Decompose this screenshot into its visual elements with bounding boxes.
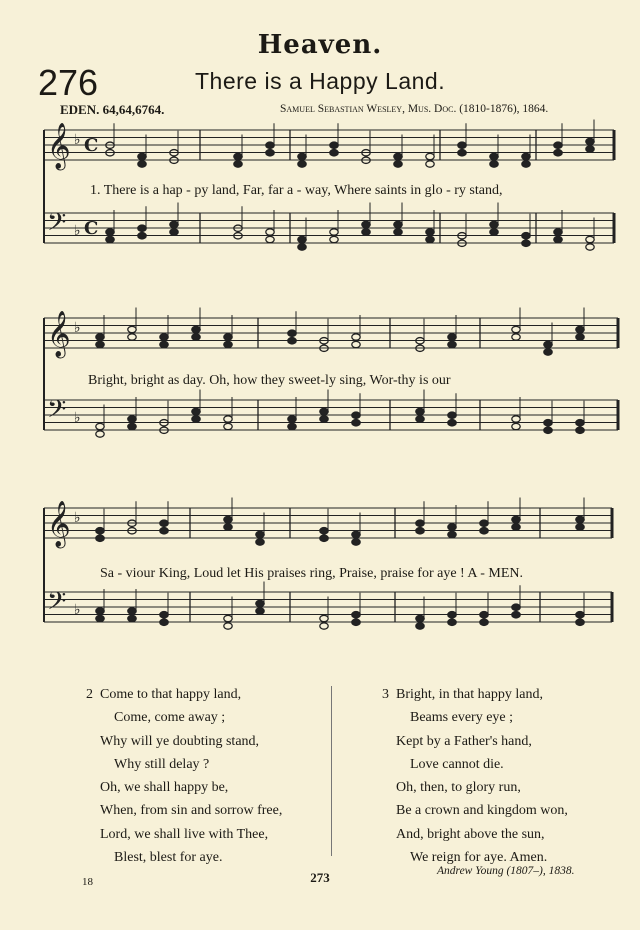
note-head — [586, 244, 594, 250]
time-signature: C — [84, 218, 99, 239]
note-head — [256, 539, 264, 545]
tune-meter: 64,64,6764. — [102, 102, 165, 117]
note-head — [160, 520, 168, 526]
note-head — [448, 334, 456, 340]
note-head — [522, 240, 530, 246]
note-head — [416, 615, 424, 621]
flat-icon: ♭ — [74, 602, 81, 618]
note-head — [394, 161, 402, 167]
verse-line: Oh, we shall happy be, — [100, 780, 229, 796]
time-signature: C — [84, 135, 99, 156]
note-head — [96, 423, 104, 429]
verse-line: Kept by a Father's hand, — [396, 733, 532, 749]
note-head — [512, 326, 520, 332]
note-head — [288, 338, 296, 344]
verse-line: Why will ye doubting stand, — [100, 733, 260, 749]
verse-2 — [86, 683, 282, 869]
note-head — [266, 236, 274, 242]
note-head — [522, 153, 530, 159]
note-head — [192, 408, 200, 414]
note-head — [224, 334, 232, 340]
verse-line: Oh, then, to glory run, — [396, 780, 521, 796]
treble-clef-icon: 𝄞 — [47, 501, 71, 547]
flat-icon: ♭ — [74, 510, 81, 526]
note-head — [512, 423, 520, 429]
note-head — [320, 528, 328, 534]
note-head — [320, 408, 328, 414]
verse-line: And, bright above the sun, — [396, 826, 545, 842]
note-head — [330, 229, 338, 235]
note-head — [128, 423, 136, 429]
note-head — [256, 531, 264, 537]
signature-mark: 18 — [82, 876, 93, 888]
note-head — [106, 236, 114, 242]
note-head — [138, 233, 146, 239]
note-head — [192, 416, 200, 422]
note-head — [138, 153, 146, 159]
note-head — [544, 341, 552, 347]
note-head — [576, 326, 584, 332]
note-head — [554, 236, 562, 242]
note-head — [298, 161, 306, 167]
note-head — [416, 408, 424, 414]
note-head — [330, 142, 338, 148]
note-head — [448, 412, 456, 418]
page-number: 273 — [310, 870, 330, 885]
note-head — [416, 416, 424, 422]
flat-icon: ♭ — [74, 132, 81, 148]
note-head — [544, 427, 552, 433]
tune-name: EDEN. — [60, 102, 100, 117]
note-head — [416, 528, 424, 534]
note-head — [352, 612, 360, 618]
note-head — [256, 608, 264, 614]
lyric-line-3: Sa - viour King, Loud let His praises ring, Praise, praise for aye ! A - MEN. — [100, 566, 524, 581]
lyric-line-1: 1. There is a hap - py land, Far, far a - way, Where saints in glo - ry stand, — [90, 183, 503, 198]
verse-line: Lord, we shall live with Thee, — [100, 826, 269, 842]
note-head — [426, 161, 434, 167]
note-head — [160, 619, 168, 625]
note-head — [394, 221, 402, 227]
note-head — [490, 229, 498, 235]
note-head — [256, 600, 264, 606]
note-head — [224, 524, 232, 530]
note-head — [448, 524, 456, 530]
note-head — [96, 615, 104, 621]
note-head — [128, 608, 136, 614]
note-head — [160, 612, 168, 618]
note-head — [458, 142, 466, 148]
note-head — [288, 416, 296, 422]
note-head — [106, 229, 114, 235]
note-head — [224, 623, 232, 629]
note-head — [448, 531, 456, 537]
verse-line: Why still delay ? — [114, 756, 210, 772]
verse-line: Beams every eye ; — [410, 710, 514, 726]
note-head — [170, 229, 178, 235]
note-head — [160, 528, 168, 534]
note-head — [352, 341, 360, 347]
verse-line: We reign for aye. Amen. — [410, 850, 548, 866]
note-head — [576, 427, 584, 433]
verse-3 — [382, 683, 568, 869]
note-head — [512, 416, 520, 422]
verse-line: Blest, blest for aye. — [114, 850, 223, 866]
note-head — [522, 233, 530, 239]
note-head — [96, 334, 104, 340]
note-head — [512, 524, 520, 530]
hymn-title: There is a Happy Land. — [195, 68, 446, 94]
note-head — [576, 334, 584, 340]
bass-clef-icon: 𝄢 — [47, 395, 67, 430]
note-head — [512, 612, 520, 618]
note-head — [554, 142, 562, 148]
note-head — [320, 615, 328, 621]
note-head — [298, 244, 306, 250]
composer-credit: Samuel Sebastian Wesley, Mus. Doc. (1810-1876), 1864. — [280, 103, 549, 115]
note-head — [352, 531, 360, 537]
note-head — [138, 225, 146, 231]
verse-divider — [331, 686, 332, 856]
note-head — [160, 341, 168, 347]
note-head — [544, 349, 552, 355]
note-head — [224, 615, 232, 621]
verse-line: Love cannot die. — [410, 756, 504, 772]
note-head — [96, 341, 104, 347]
note-head — [352, 619, 360, 625]
bass-clef-icon: 𝄢 — [47, 208, 67, 243]
note-head — [586, 236, 594, 242]
note-head — [586, 138, 594, 144]
note-head — [394, 153, 402, 159]
note-head — [128, 326, 136, 332]
note-head — [96, 431, 104, 437]
note-head — [576, 524, 584, 530]
note-head — [490, 153, 498, 159]
note-head — [266, 150, 274, 156]
note-head — [394, 229, 402, 235]
note-head — [352, 412, 360, 418]
note-head — [512, 334, 520, 340]
note-head — [298, 236, 306, 242]
note-head — [576, 612, 584, 618]
note-head — [544, 420, 552, 426]
note-head — [96, 535, 104, 541]
note-head — [426, 236, 434, 242]
note-head — [416, 520, 424, 526]
note-head — [362, 229, 370, 235]
note-head — [330, 236, 338, 242]
note-head — [170, 221, 178, 227]
note-head — [96, 608, 104, 614]
note-head — [490, 161, 498, 167]
note-head — [224, 341, 232, 347]
note-head — [160, 334, 168, 340]
note-head — [522, 161, 530, 167]
note-head — [320, 416, 328, 422]
note-head — [128, 615, 136, 621]
verse-line: Be a crown and kingdom won, — [396, 803, 568, 819]
note-head — [288, 330, 296, 336]
note-head — [480, 520, 488, 526]
note-head — [96, 528, 104, 534]
note-head — [330, 150, 338, 156]
section-heading: Heaven. — [257, 30, 383, 60]
verse-line: Bright, in that happy land, — [396, 687, 543, 702]
verse-line: Come to that happy land, — [100, 687, 242, 702]
note-head — [234, 161, 242, 167]
note-head — [352, 334, 360, 340]
note-head — [576, 516, 584, 522]
verse-line: Come, come away ; — [114, 710, 226, 726]
note-head — [362, 221, 370, 227]
note-head — [480, 528, 488, 534]
flat-icon: ♭ — [74, 223, 81, 239]
note-head — [448, 341, 456, 347]
note-head — [224, 416, 232, 422]
flat-icon: ♭ — [74, 320, 81, 336]
note-head — [480, 612, 488, 618]
note-head — [224, 516, 232, 522]
note-head — [138, 161, 146, 167]
note-head — [266, 142, 274, 148]
note-head — [458, 150, 466, 156]
note-head — [512, 604, 520, 610]
note-head — [266, 229, 274, 235]
note-head — [448, 420, 456, 426]
note-head — [320, 623, 328, 629]
note-head — [288, 423, 296, 429]
note-head — [128, 416, 136, 422]
note-head — [320, 535, 328, 541]
note-head — [448, 612, 456, 618]
note-head — [298, 153, 306, 159]
note-head — [426, 153, 434, 159]
note-head — [128, 334, 136, 340]
treble-clef-icon: 𝄞 — [47, 311, 71, 357]
treble-clef-icon: 𝄞 — [47, 123, 71, 169]
lyric-line-2: Bright, bright as day. Oh, how they sweet-ly sing, Wor-thy is our — [88, 373, 451, 388]
flat-icon: ♭ — [74, 410, 81, 426]
note-head — [480, 619, 488, 625]
note-head — [192, 334, 200, 340]
bass-clef-icon: 𝄢 — [47, 587, 67, 622]
hymn-number: 276 — [38, 62, 99, 103]
note-head — [192, 326, 200, 332]
note-head — [426, 229, 434, 235]
note-head — [554, 229, 562, 235]
note-head — [576, 420, 584, 426]
note-head — [554, 150, 562, 156]
note-head — [490, 221, 498, 227]
verse-number: 3 — [382, 687, 389, 702]
note-head — [234, 153, 242, 159]
note-head — [512, 516, 520, 522]
note-head — [224, 423, 232, 429]
author-credit: Andrew Young (1807–), 1838. — [437, 865, 575, 877]
verse-number: 2 — [86, 687, 93, 702]
note-head — [448, 619, 456, 625]
note-head — [352, 539, 360, 545]
note-head — [586, 146, 594, 152]
note-head — [576, 619, 584, 625]
note-head — [416, 623, 424, 629]
note-head — [352, 420, 360, 426]
verse-line: When, from sin and sorrow free, — [100, 803, 283, 819]
